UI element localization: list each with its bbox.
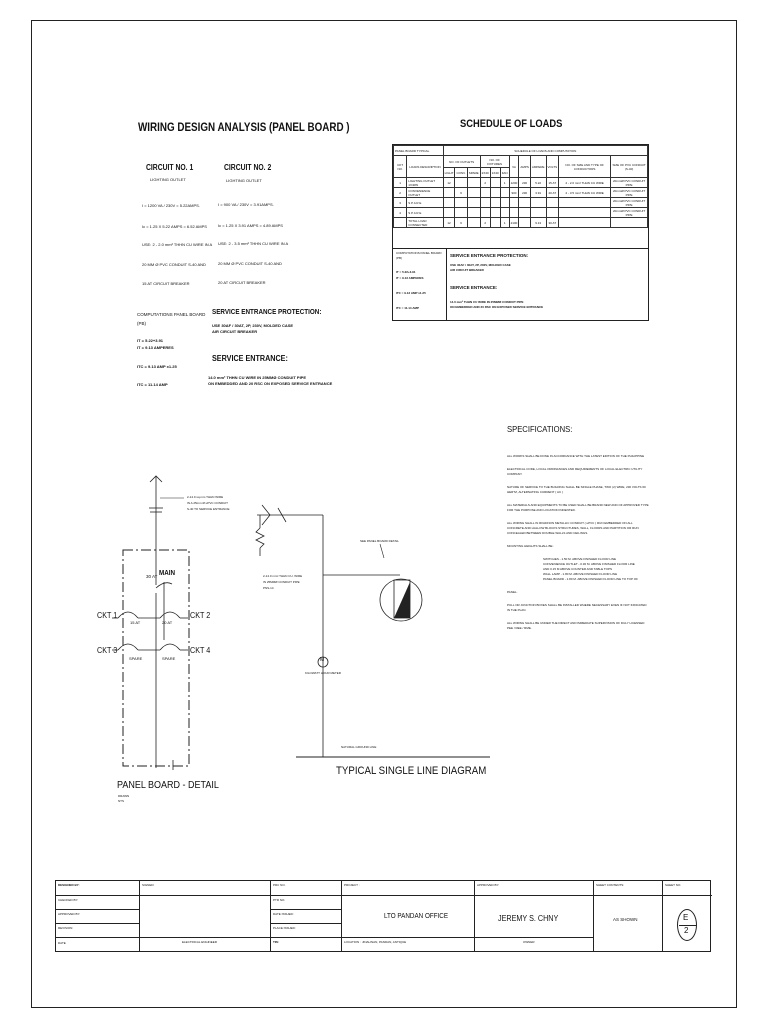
tb-row [270,895,341,896]
computations-line: ITC = 9.13 AMP x1.25 [137,364,177,369]
tb-row [270,937,341,938]
schedule-cell: 30 AT [546,218,559,228]
spec-line: PANEL. [507,590,518,594]
schedule-se-prot-line: USE 30AF / 30AT, 2P, 230V, MOLDED CASE [450,263,511,267]
spec-line: ALL MATERIALS AND EQUIPMENTS TO BE USED SHALL BE BRAND NEW AND OF APPROVED TYPE [507,503,649,507]
col-header: VOLTS [546,156,559,178]
schedule-comp-line: IT = 9.13 AMPERES [396,276,424,280]
tb-row [341,937,593,938]
ckt2-rating: 20 AT [162,620,173,625]
circuit-1-line: USE: 2 - 2.0 mm² THHN CU WIRE IN A [142,242,213,247]
schedule-cell: 2 - 2.0 mm² THHN CU WIRE [559,178,611,188]
tb-prc: PRC NO. [273,883,286,887]
tb-revision: REVISION: [58,926,74,930]
col-header: AMPS [519,156,531,178]
schedule-cell: 1 [500,218,509,228]
panel-detail-nts: NTS [118,799,124,803]
tb-sheet-no-label: SHEET NO. [665,883,682,887]
ckt3-rating: SPARE [129,656,143,661]
tb-checked: CHECKED BY: [58,898,79,902]
schedule-cell: 1 [394,178,407,188]
spec-line: HERTZ, ALTERNATING CURRENT ( AC ) [507,490,563,494]
panel-wire-note: S-40 TO SERVICE ENTRANCE [187,507,230,511]
schedule-cell: 2 [394,188,407,198]
ckt4-label: CKT 4 [190,646,211,655]
col-header: FAN [500,168,509,178]
spec-line: MOUNTING HEIGHTS SHALL BE: [507,544,554,548]
panel-board-detail-drawing [112,476,189,770]
schedule-cell: 230 [519,178,531,188]
sheet-letter: E [683,913,689,922]
spec-line: ELECTRICAL CODE, LOCAL ORDINANCES AND REQUIREMENTS OF LOCAL ELECTRIC UTILITY [507,467,643,471]
schedule-cell: TOTAL LOAD CONNECTED [407,218,443,228]
circuit-2-line: I = 900 VA / 230V = 3.91AMPS. [218,202,274,207]
spec-line: PULL OR JUNCTION BOXES SHALL BE INSTALLED WHERE NECESSARY EVEN IF NOT INDICATED [507,603,647,607]
schedule-cell: 1 [500,178,509,188]
schedule-cell: 12 [443,178,455,188]
circuit-1-line: 20 MM Ø PVC CONDUIT S-40 AND [142,262,206,267]
circuit-2-title: CIRCUIT NO. 2 [224,163,272,172]
spec-line: ALL WIRING SHALL IN RIGIDNON METALLIC CONDUIT ( uPVC ) RUN EMBEDDED ON ALL [507,521,633,525]
service-protection-line: USE 30AF / 30AT, 2P, 230V, MOLDED CASE [212,323,294,328]
schedule-cell: 20mmØ PVC CONDUIT PIPE [611,198,648,208]
ckt4-rating: SPARE [162,656,176,661]
spec-line: CONCEALED BETWEEN DOUBLE WALLS AND CEILINGS. [507,531,589,535]
kwh-meter-glyph: M [320,657,325,663]
schedule-cell: 6 [455,218,467,228]
service-protection-line: AIR CIRCUIT BREAKER [212,329,258,334]
schedule-cell: 2 [480,178,490,188]
schedule-cell: 900 [509,188,519,198]
schedule-cell: S P A R E [407,198,443,208]
schedule-cell: 230 [519,188,531,198]
ckt1-rating: 15 AT [130,620,141,625]
service-entrance-title: SERVICE ENTRANCE: [212,354,288,363]
tb-ptr: PTR NO. [273,898,286,902]
spec-line: WALL LAMP - 1.80 M. ABOVE FINISHED FLOOR LINE [543,572,618,576]
service-drop-zigzag [256,528,264,548]
spec-line: PANEL BOARD - 1.80 M. ABOVE FINISHED FLOOR LINE TO TOP OF [543,577,638,581]
sheet-number-bubble [677,909,697,941]
sld-title: TYPICAL SINGLE LINE DIAGRAM [336,765,487,777]
schedule-cell: 9.13 [530,218,546,228]
panel-note-leader [380,544,384,558]
wiring-design-title: WIRING DESIGN ANALYSIS (PANEL BOARD ) [138,120,350,134]
circuit-2-line: 20 AT CIRCUIT BREAKER [218,280,266,285]
schedule-title: SCHEDULE OF LOADS [460,118,563,130]
panel-fill-symbol [394,582,410,618]
schedule-cell: 20mmØ PVC CONDUIT PIPE [611,208,648,218]
schedule-cell: 5.22 [530,178,546,188]
circuit-1-line: 15 AT CIRCUIT BREAKER [142,281,190,286]
tb-location: JINALINAN, PANDAN, ANTIQUE [362,940,407,944]
circuit-1-line: Ic = 1.25 X 5.22 AMPS = 6.52 AMPS [142,224,207,229]
spec-line: SWITCHES - 1.50 M. ABOVE FINISHED FLOOR LINE [543,557,617,561]
tb-divider [662,881,663,952]
schedule-cell: LIGHTING OUTLET 1X40W [407,178,443,188]
tb-project-label: PROJECT : [344,883,360,887]
tb-row [270,923,341,924]
schedule-se-prot-title: SERVICE ENTRANCE PROTECTION: [450,253,529,258]
col-header: LOADS DESCRIPTION [407,156,443,178]
spec-line: IN THE PLAN. [507,608,527,612]
spec-line: ALL WIRING SHALL BE UNDER THE DIRECT AND IMMEDIATE SUPERVISION OF DULY LICENSED [507,621,645,625]
tb-row [139,895,270,896]
main-breaker-label: MAIN [159,570,176,577]
breaker-ckt2 [160,612,180,618]
spec-line: CONVENIENCE OUTLET - 0.30 M. ABOVE FINISHED FLOOR LINE [543,562,635,566]
schedule-cell: 2100 [509,218,519,228]
col-header: 1X40 [490,168,500,178]
col-group-outlets: NO. OF OUTLETS [443,156,480,168]
schedule-cell: CONVENIENCE OUTLET [407,188,443,198]
col-group-fixtures: NO. OF FIXTURES [480,156,509,168]
schedule-cell: 6 [455,188,467,198]
spec-line: ALL WORKS SHALL BE DONE IN ACCORDANCE WITH THE LATEST EDITION OF THE PHILIPPINE [507,454,645,458]
tb-row [270,909,341,910]
circuit-1-line: I = 1200 VA / 230V = 5.22AMPS. [142,203,200,208]
tb-owner-name: JEREMY S. CHNY [498,914,559,923]
panel-detail-title: PANEL BOARD - DETAIL [117,780,219,791]
computations-title: COMPUTATIONS PANEL BOARD [137,312,206,317]
schedule-cell: 4 [394,208,407,218]
panel-wire-note: 2-14.0 sq.mm THHN WIRE [187,495,224,499]
spec-line: PEE / REE / RME. [507,626,532,630]
col-header: NO. OF SIZE AND TYPE OF CONDUCTORS [559,156,611,178]
tb-sheet-contents-label: SHEET CONTENTS: [596,883,625,887]
tb-row [56,923,139,924]
schedule-cell: 15 AT [546,178,559,188]
panel-wire-note: IN A 25mm Ø uPVC CONDUIT [187,501,229,505]
spec-line: NATURE OF SERVICE TO THE BUILDING SHALL BE SINGLE PHASE, TWO (2) WIRE, 230 VOLTS 60 [507,485,646,489]
computations-line: IT = 5.22+3.91 [137,338,164,343]
schedule-comp-title: COMPUTATIONS PANEL BOARD [396,251,442,255]
schedule-cell: 12 [443,218,455,228]
schedule-cell: 2 - 3.5 mm² THHN CU WIRE [559,188,611,198]
schedule-cell: 3 [394,198,407,208]
tb-approved: APPROVED BY: [58,912,81,916]
circuit-2-line: Ic = 1.25 X 3.91 AMPS = 4.89 AMPS [218,223,283,228]
tb-designed-by: DESIGNED BY: [58,883,80,887]
computations-subtitle: (PB) [137,321,146,326]
tb-row [56,937,270,938]
tb-divider [270,881,271,952]
main-breaker-rating: 30 AT [146,574,158,579]
tb-row [56,895,139,896]
sld-panel-note: SEE PANEL BOARD DETAIL [360,539,399,543]
schedule-panel-label: PANEL BOARD TYPICAL [394,146,444,156]
tb-divider [474,881,475,952]
schedule-cell: 2 [480,218,490,228]
ckt2-label: CKT 2 [190,611,211,620]
tb-divider [139,881,140,952]
breaker-ckt3 [118,644,138,650]
tb-signed: SIGNED: [142,883,155,887]
service-entrance-line: 14.0 mm² THHN CU WIRE IN 25MMØ CONDUIT PIPE [208,375,307,380]
col-header: CONV. [455,168,467,178]
col-header: SIZE OF PVC CONDUIT (S-40) [611,156,648,178]
circuit-2-line: 20 MM Ø PVC CONDUIT S-40 AND [218,261,282,266]
col-header: 2X40 [480,168,490,178]
schedule-se-line: 14.0 mm² THHN CU WIRE IN 25MMØ CONDUIT PIPE [450,300,524,304]
circuit-1-subtitle: LIGHTING OUTLET [150,177,186,182]
computations-line: ITC = 11.14 AMP [137,382,168,387]
tb-approved-by-label: APPROVED BY: [477,883,500,887]
schedule-cell: 20mmØ PVC CONDUIT PIPE [611,178,648,188]
specifications-title: SPECIFICATIONS: [507,424,573,434]
tb-date: DATE [58,941,66,945]
tb-row [662,895,712,896]
tb-place-issued: PLACE ISSUED: [273,926,296,930]
spec-line: CONCRETE AND HALLOW BLOCKS STRUCTURES, WALL, FLOORS AND PARTITION OR RUN [507,526,639,530]
tb-electrical-engineer: ELECTRICAL ENGINEER [182,940,217,944]
schedule-comp-line: IT = 5.22+3.91 [396,270,416,274]
col-header: VA [509,156,519,178]
panel-detail-drawn: DRAWN [118,794,130,798]
tb-divider [593,881,594,952]
tb-divider [341,881,342,952]
service-protection-title: SERVICE ENTRANCE PROTECTION: [212,309,322,316]
schedule-comp-line: ITC = 9.13 AMP x1.25 [396,291,426,295]
schedule-cell: 3.91 [530,188,546,198]
col-header: AMPERE [530,156,546,178]
sld-wire-note: IN 25MMØ CONDUIT PIPE [263,580,300,584]
circuit-1-title: CIRCUIT NO. 1 [146,163,194,172]
ckt3-label: CKT 3 [97,646,118,655]
circuit-2-line: USE: 2 - 3.5 mm² THHN CU WIRE IN A [218,241,289,246]
tb-location-label: LOCATION : [344,940,361,944]
tb-row [341,895,662,896]
breaker-ckt4 [160,644,180,650]
schedule-cell: 20mmØ PVC CONDUIT PIPE [611,188,648,198]
tb-project-name: LTO PANDAN OFFICE [384,913,449,920]
spec-line: COMPANY. [507,472,523,476]
computations-line: IT = 9.13 AMPERES [137,345,174,350]
tb-row [56,909,139,910]
natural-ground-label: NATURAL GROUND LINE [341,745,377,749]
col-header: SPARE [467,168,480,178]
tb-tin: TIN: [273,940,279,944]
tb-date-issued: DATE ISSUED: [273,912,294,916]
breaker-ckt1 [118,612,138,618]
schedule-se-prot-line: AIR CIRCUIT BREAKER [450,268,484,272]
title-block [55,880,711,952]
schedule-cell: 1200 [509,178,519,188]
tb-owner: OWNER [523,940,535,944]
kwh-meter-label: KILOWATT HOUR METER [305,671,341,675]
tb-scale: AS SHOWN [613,917,638,922]
schedule-comp-line: ITC = 11.14 AMP [396,306,419,310]
circuit-2-subtitle: LIGHTING OUTLET [226,178,262,183]
schedule-comp-subtitle: (PB) [396,256,402,260]
sheet-number: 2 [684,926,689,935]
spec-line: FOR THE PURPOSE AND LOCATION INDENTED. [507,508,576,512]
schedule-cell: S P A R E [407,208,443,218]
schedule-se-title: SERVICE ENTRANCE: [450,285,498,290]
schedule-cell: 20 AT [546,188,559,198]
schedule-se-line: ON EMBEDDED AND 20 RSC ON EXPOSED SERVICE ENTRANCE [450,305,544,309]
spec-line: AND 0.15 M ABOVE COUNTER AND TABLE TOPS [543,567,612,571]
sld-wire-note: 2-14.0 mm² THHN CU. WIRE [263,574,303,578]
col-header: LIGHT [443,168,455,178]
col-header: CKT NO. [394,156,407,178]
ckt1-label: CKT 1 [97,611,118,620]
service-entrance-line: ON EMBEDDED AND 20 RSC ON EXPOSED SERVICE ENTRANCE [208,381,333,386]
schedule-header-label: SCHEDULE OF LOADS AND COMPUTATION [443,146,647,156]
sld-wire-note: PNS-14 [263,586,274,590]
